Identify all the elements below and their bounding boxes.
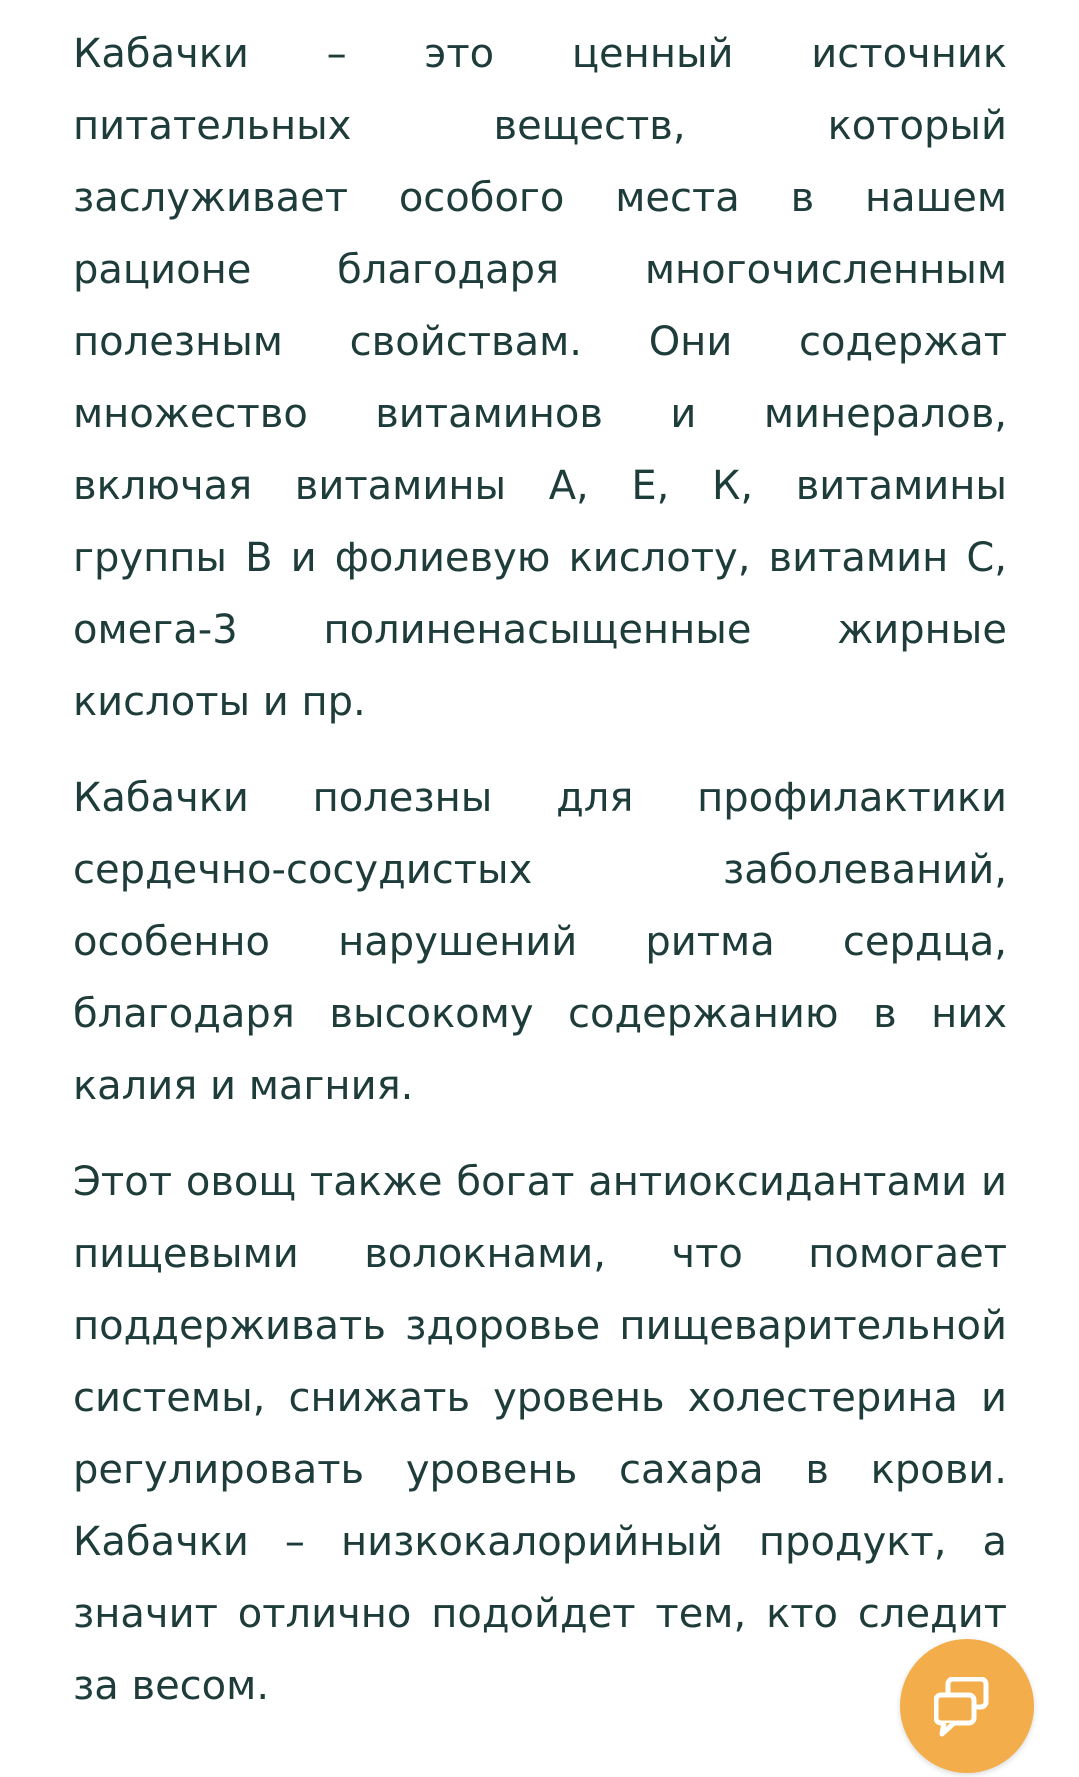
article-paragraph-2: Кабачки полезны для профилактики сердечно-сосудистых заболеваний, особенно нарушений ритма сердца, благодаря высокому содержанию в них калия и магния. (73, 775, 1007, 1109)
article-paragraph-1: Кабачки – это ценный источник питательных веществ, который заслуживает особого места в нашем рационе благодаря многочисленным полезным свойствам. Они содержат множество витаминов и минералов, включая витамины А, Е, К, витамины группы В и фолиевую кислоту, витамин С, омега-3 полиненасыщенные жирные кислоты и пр. (73, 31, 1007, 725)
article-paragraph-3: Этот овощ также богат антиоксидантами и пищевыми волокнами, что помогает поддерживать здоровье пищеварительной системы, снижать уровень холестерина и регулировать уровень сахара в крови. Кабачки – низкокалорийный продукт, а значит отлично подойдет тем, кто следит за весом. (73, 1159, 1007, 1709)
chat-bubbles-icon (934, 1677, 1000, 1737)
chat-button[interactable] (900, 1639, 1034, 1773)
article-body (73, 18, 1007, 1746)
